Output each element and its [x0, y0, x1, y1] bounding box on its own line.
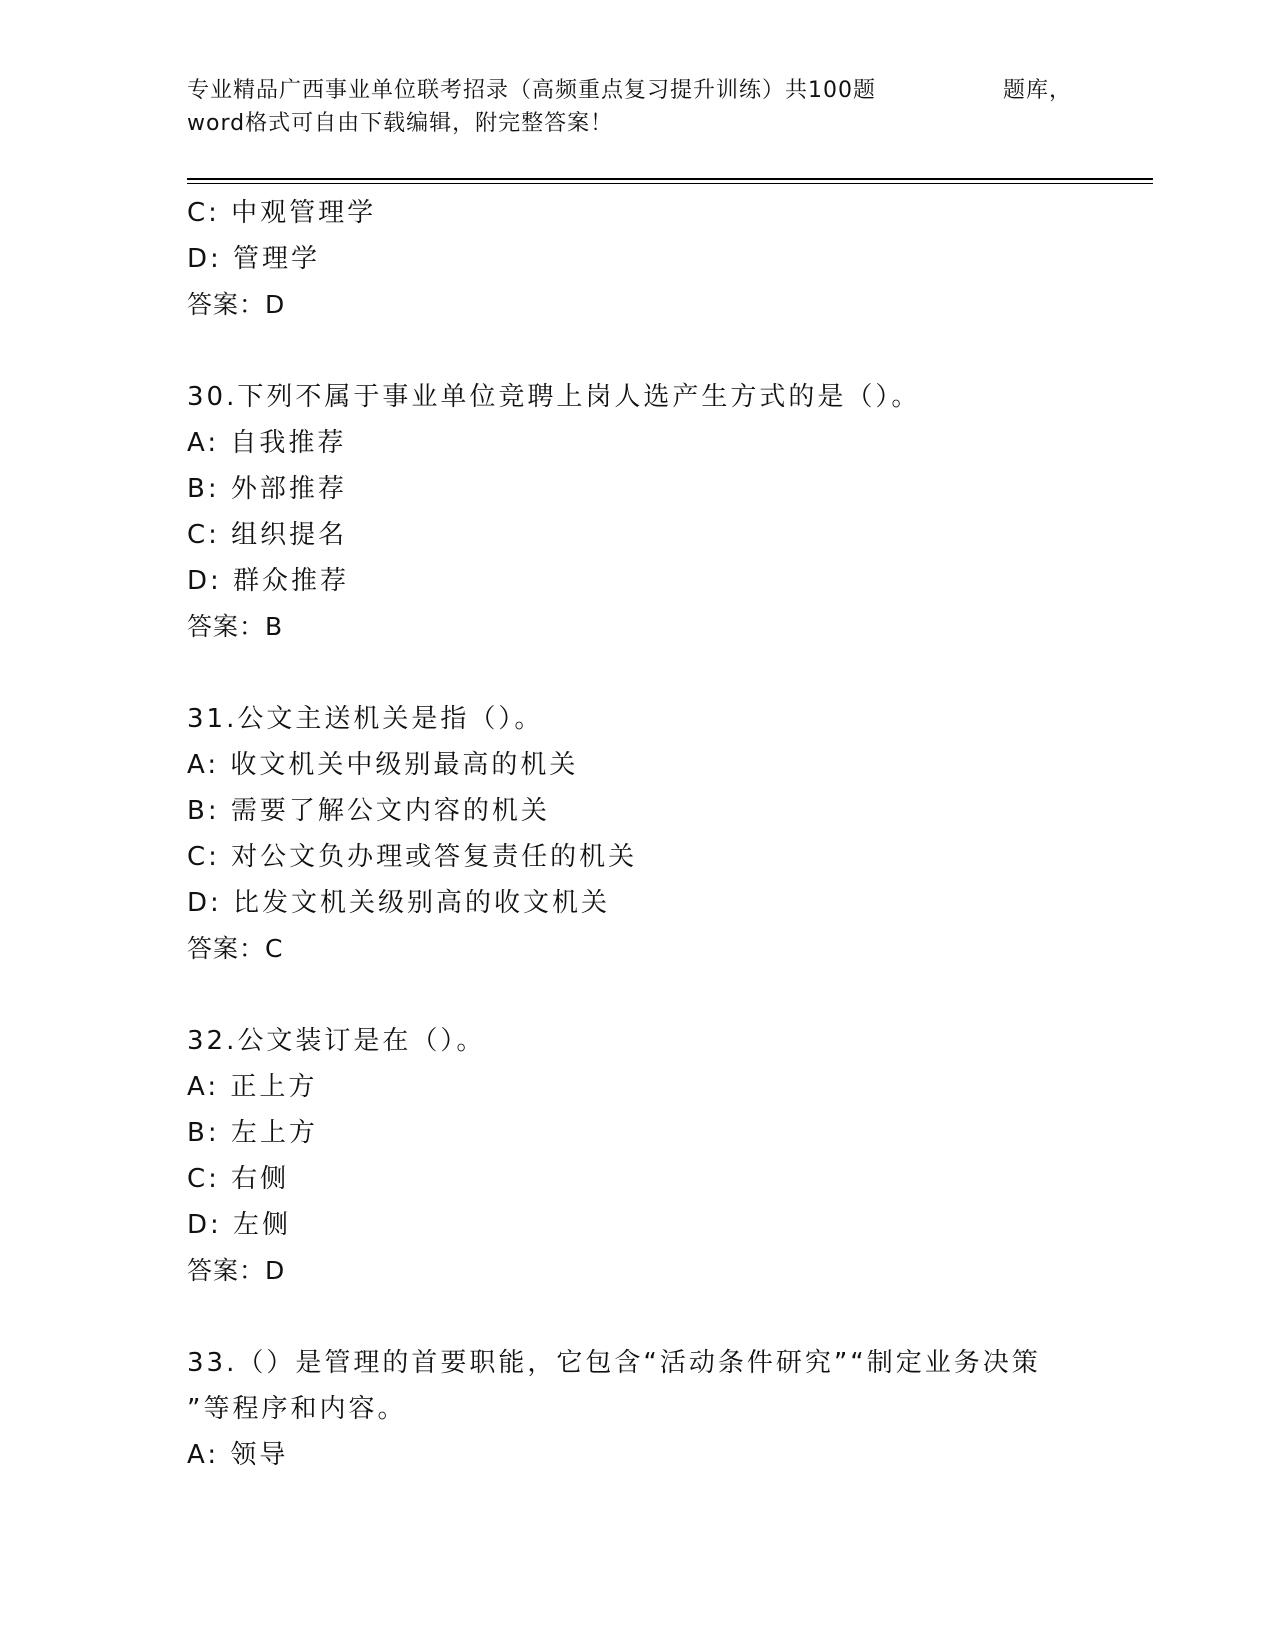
spacer: [187, 1294, 1087, 1340]
question-32: [187, 1018, 1087, 1294]
header-divider-thick: [187, 178, 1153, 180]
question-30: [187, 374, 1087, 650]
answer: 答案：B: [187, 612, 284, 641]
question-stem: 31.公文主送机关是指（）。: [187, 704, 544, 734]
answer: 答案：D: [187, 290, 286, 319]
answer: 答案：C: [187, 934, 284, 963]
option-b: B: 需要了解公文内容的机关: [187, 796, 550, 826]
page-header: [187, 74, 1073, 140]
option-d: D: 管理学: [187, 244, 321, 274]
option-c: C: 中观管理学: [187, 198, 377, 228]
answer: 答案：D: [187, 1256, 286, 1285]
question-31: [187, 696, 1087, 972]
question-stem: 30.下列不属于事业单位竞聘上岗人选产生方式的是（）。: [187, 382, 921, 412]
question-list: [187, 190, 1087, 1478]
option-b: B: 外部推荐: [187, 474, 347, 504]
question-33: [187, 1340, 1087, 1478]
header-line-1: [187, 74, 1073, 107]
option-d: D: 左侧: [187, 1210, 292, 1240]
option-d: D: 比发文机关级别高的收文机关: [187, 888, 611, 918]
option-a: A: 收文机关中级别最高的机关: [187, 750, 579, 780]
question-29: [187, 190, 1087, 328]
spacer: [187, 650, 1087, 696]
question-stem-line-2: ”等程序和内容。: [187, 1394, 407, 1424]
option-b: B: 左上方: [187, 1118, 318, 1148]
option-c: C: 组织提名: [187, 520, 348, 550]
option-c: C: 对公文负办理或答复责任的机关: [187, 842, 638, 872]
header-title-tail: 题库，: [1003, 78, 1073, 103]
question-stem: 32.公文装订是在（）。: [187, 1026, 486, 1056]
option-d: D: 群众推荐: [187, 566, 350, 596]
option-a: A: 自我推荐: [187, 428, 347, 458]
spacer: [187, 972, 1087, 1018]
option-a: A: 正上方: [187, 1072, 318, 1102]
option-a: A: 领导: [187, 1440, 289, 1470]
header-title: 专业精品广西事业单位联考招录（高频重点复习提升训练）共100题: [187, 78, 876, 103]
header-divider-thin: [187, 183, 1153, 184]
header-subtitle: word格式可自由下载编辑，附完整答案！: [187, 111, 614, 136]
option-c: C: 右侧: [187, 1164, 290, 1194]
spacer: [187, 328, 1087, 374]
question-stem-line-1: 33.（）是管理的首要职能，它包含“活动条件研究”“制定业务决策: [187, 1348, 1041, 1378]
